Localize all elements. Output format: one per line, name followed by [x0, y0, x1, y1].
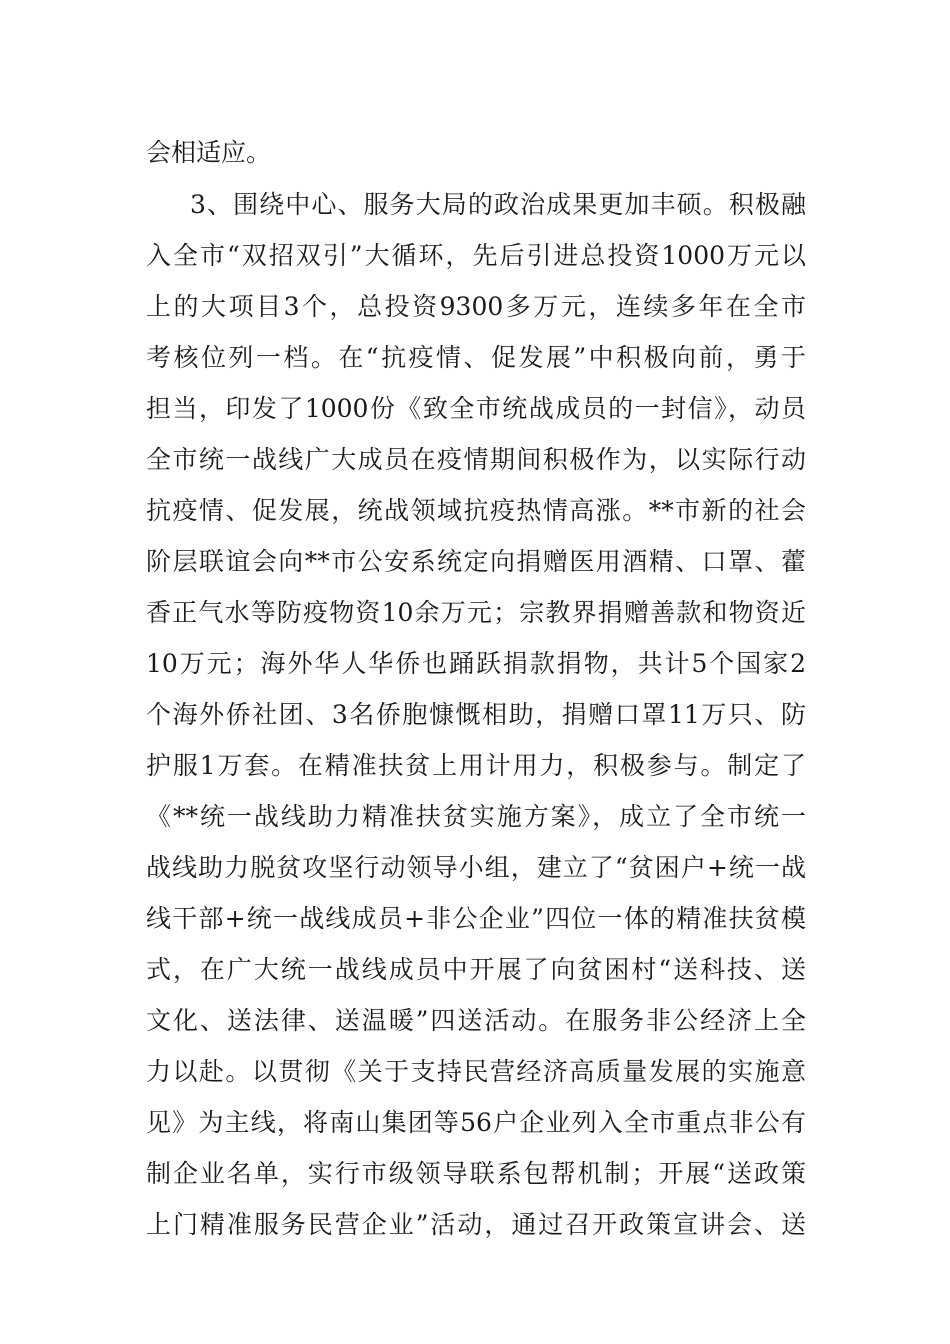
- text-line: 会相适应。: [146, 138, 272, 167]
- text-line: 个海外侨社团、3名侨胞慷慨相助，捐赠口罩11万只、防: [146, 700, 806, 729]
- text-line: 战线助力脱贫攻坚行动领导小组，建立了“贫困户+统一战: [146, 853, 806, 882]
- text-line: 10万元；海外华人华侨也踊跃捐款捐物，共计5个国家2: [146, 649, 806, 678]
- text-line: 式，在广大统一战线成员中开展了向贫困村“送科技、送: [146, 955, 806, 984]
- text-line: 上门精准服务民营企业”活动，通过召开政策宣讲会、送: [146, 1210, 806, 1239]
- text-line: 《**统一战线助力精准扶贫实施方案》，成立了全市统一: [146, 802, 806, 831]
- text-line: 考核位列一档。在“抗疫情、促发展”中积极向前，勇于: [146, 343, 806, 372]
- text-line: 力以赴。以贯彻《关于支持民营经济高质量发展的实施意: [146, 1057, 806, 1086]
- text-line: 护服1万套。在精准扶贫上用计用力，积极参与。制定了: [146, 751, 806, 780]
- text-line: 香正气水等防疫物资10余万元；宗教界捐赠善款和物资近: [146, 598, 806, 627]
- text-line: 见》为主线，将南山集团等56户企业列入全市重点非公有: [146, 1108, 806, 1137]
- text-line: 全市统一战线广大成员在疫情期间积极作为，以实际行动: [146, 445, 806, 474]
- text-line: 上的大项目3个，总投资9300多万元，连续多年在全市: [146, 292, 806, 321]
- text-line: 抗疫情、促发展，统战领域抗疫热情高涨。**市新的社会: [146, 496, 806, 525]
- text-line: 阶层联谊会向**市公安系统定向捐赠医用酒精、口罩、藿: [146, 547, 806, 576]
- text-line: 担当，印发了1000份《致全市统战成员的一封信》，动员: [146, 394, 806, 423]
- text-line: 制企业名单，实行市级领导联系包帮机制；开展“送政策: [146, 1159, 806, 1188]
- text-line: 3、围绕中心、服务大局的政治成果更加丰硕。积极融: [190, 190, 806, 219]
- text-line: 线干部+统一战线成员+非公企业”四位一体的精准扶贫模: [146, 904, 806, 933]
- text-line: 入全市“双招双引”大循环，先后引进总投资1000万元以: [146, 241, 806, 270]
- text-line: 文化、送法律、送温暖”四送活动。在服务非公经济上全: [146, 1006, 806, 1035]
